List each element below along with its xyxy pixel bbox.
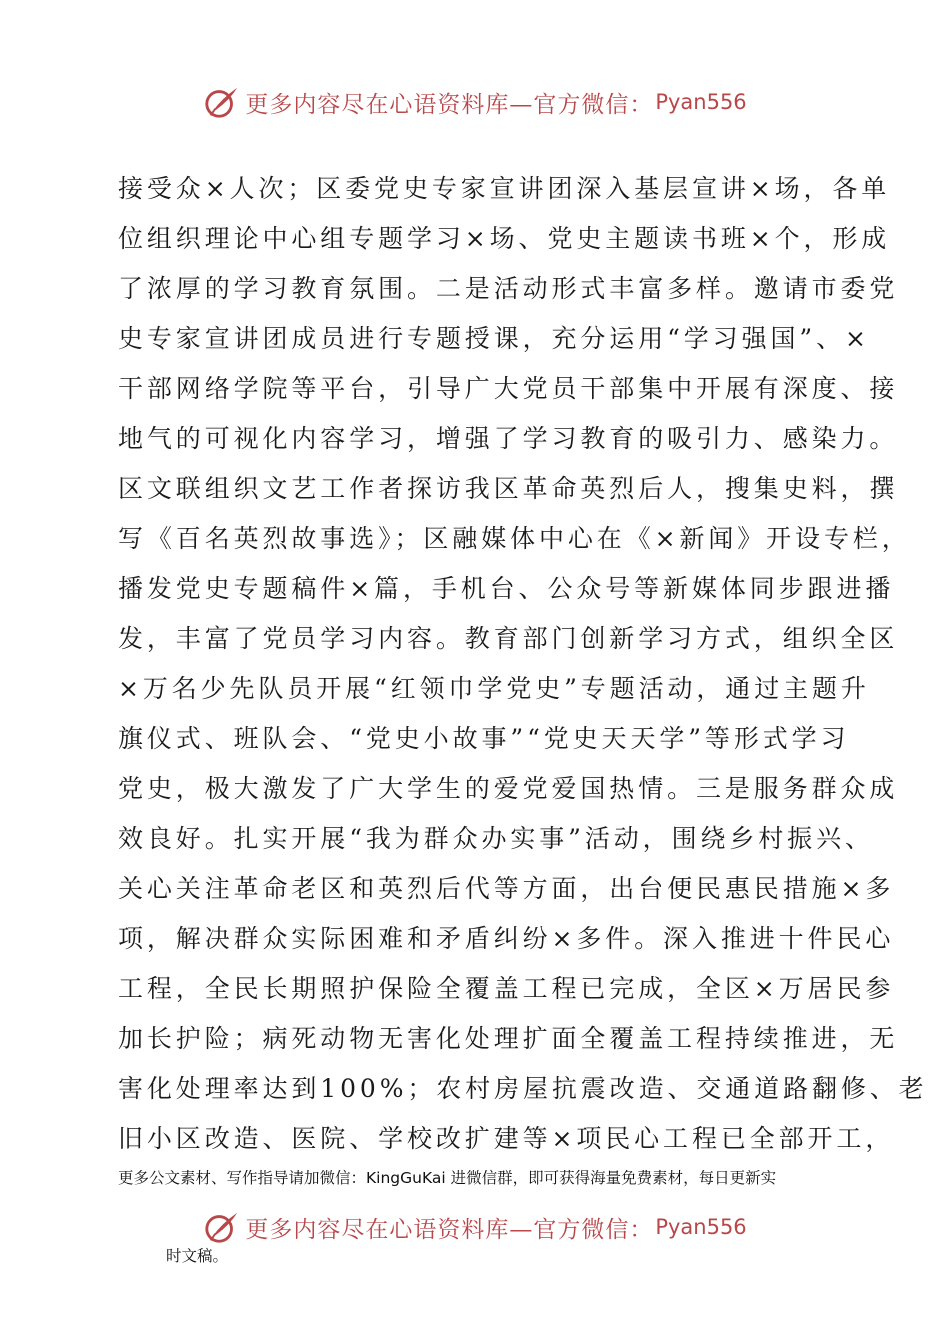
body-line: 项，解决群众实际困难和矛盾纠纷×多件。深入推进十件民心	[118, 924, 895, 953]
quill-circle-logo-icon	[203, 83, 241, 121]
watermark-text: 更多内容尽在心语资料库—官方微信：	[245, 91, 654, 118]
quill-circle-logo-icon	[203, 1208, 241, 1246]
body-line: 接受众×人次；区委党史专家宣讲团深入基层宣讲×场，各单	[118, 174, 891, 203]
body-line: 发，丰富了党员学习内容。教育部门创新学习方式，组织全区	[118, 624, 899, 653]
body-line: 加长护险；病死动物无害化处理扩面全覆盖工程持续推进，无	[118, 1024, 899, 1053]
body-line: 工程，全民长期照护保险全覆盖工程已完成，全区×万居民参	[118, 974, 895, 1003]
body-line: 旗仪式、班队会、“党史小故事”“党史天天学”等形式学习	[118, 724, 850, 753]
body-line: 效良好。扎实开展“我为群众办实事”活动，围绕乡村振兴、	[118, 824, 874, 853]
body-line: 播发党史专题稿件×篇，手机台、公众号等新媒体同步跟进播	[118, 574, 895, 603]
body-line: 史专家宣讲团成员进行专题授课，充分运用“学习强国”、×	[118, 324, 870, 353]
body-line: 党史，极大激发了广大学生的爱党爱国热情。三是服务群众成	[118, 774, 899, 803]
body-line: 关心关注革命老区和英烈后代等方面，出台便民惠民措施×多	[118, 874, 895, 903]
body-line: 地气的可视化内容学习，增强了学习教育的吸引力、感染力。	[118, 424, 899, 453]
watermark-banner-top	[0, 80, 950, 124]
watermark-banner-bottom	[0, 1205, 950, 1249]
document-body	[118, 164, 928, 1164]
body-line: ×万名少先队员开展“红领巾学党史”专题活动，通过主题升	[118, 674, 870, 703]
body-line: 旧小区改造、医院、学校改扩建等×项民心工程已全部开工，	[118, 1124, 895, 1153]
watermark-wechat-id: Pyan556	[655, 1215, 747, 1239]
watermark-wechat-id: Pyan556	[655, 90, 747, 114]
body-line: 位组织理论中心组专题学习×场、党史主题读书班×个，形成	[118, 224, 891, 253]
footer-note: 更多公文素材、写作指导请加微信：KingGuKai 进微信群，即可获得海量免费素材，每日更新实	[118, 1169, 777, 1187]
body-line: 写《百名英烈故事选》；区融媒体中心在《×新闻》开设专栏，	[118, 524, 911, 553]
body-line: 害化处理率达到100%；农村房屋抗震改造、交通道路翻修、老	[118, 1074, 928, 1103]
watermark-text: 更多内容尽在心语资料库—官方微信：	[245, 1216, 654, 1243]
body-line: 干部网络学院等平台，引导广大党员干部集中开展有深度、接	[118, 374, 899, 403]
body-line: 了浓厚的学习教育氛围。二是活动形式丰富多样。邀请市委党	[118, 274, 899, 303]
body-line: 区文联组织文艺工作者探访我区革命英烈后人，搜集史料，撰	[118, 474, 899, 503]
footer-note-continued: 时文稿。	[166, 1247, 229, 1265]
